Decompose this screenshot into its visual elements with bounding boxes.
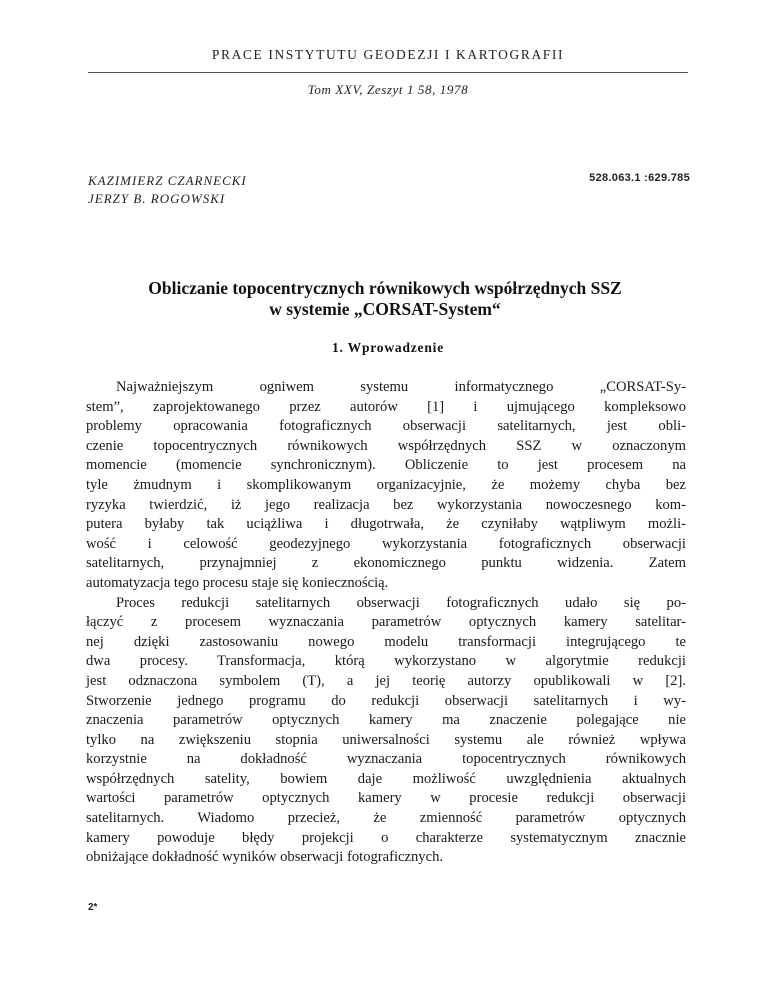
author-name: KAZIMIERZ CZARNECKI [88,173,247,188]
title-line: Obliczanie topocentrycznych równikowych współrzędnych SSZ [148,278,622,298]
paper-title [60,278,710,320]
journal-title: PRACE INSTYTUTU GEODEZJI I KARTOGRAFII [211,47,565,62]
text-line: satelitarnych. Wiadomo przecież, że zmienność parametrów optycznych [86,810,686,827]
text-line: Najważniejszym ogniwem systemu informatycznego „CORSAT-Sy- [116,379,686,395]
text-line: nej dzięki zastosowaniu nowego modelu transformacji integrującego te [86,633,686,650]
text-line: kamery powoduje błędy projekcji o charakterze systematycznym znacznie [86,829,686,846]
issue-line: Tom XXV, Zeszyt 1 58, 1978 [307,82,469,97]
text-line: Stworzenie jednego programu do redukcji obserwacji satelitarnych i wy- [86,692,686,709]
body-text [86,378,686,868]
text-line: wość i celowość geodezyjnego wykorzystania fotograficznych obserwacji [86,535,686,552]
text-line: Proces redukcji satelitarnych obserwacji fotograficznych udało się po- [116,594,686,611]
text-line: putera byłaby tak uciążliwa i długotrwała, że czyniłaby wątpliwym możli- [86,516,686,533]
text-line: automatyzacja tego procesu staje się koniecznością. [86,574,389,591]
text-line: momencie (momencie synchronicznym). Obliczenie to jest procesem na [86,457,686,474]
paragraph [86,594,686,868]
text-line: współrzędnych satelity, bowiem daje możliwość uwzględnienia aktualnych [86,770,686,787]
text-line: jest odznaczona symbolem (T), a jej teorię autorzy opublikowali w [2]. [86,672,686,689]
text-line: korzystnie na dokładność wyznaczania topocentrycznych równikowych [86,751,686,768]
text-line: problemy opracowania fotograficznych obserwacji satelitarnych, jest obli- [86,418,686,435]
text-line: obniżające dokładność wyników obserwacji fotograficznych. [86,849,444,866]
text-line: czenie topocentrycznych równikowych współrzędnych SSZ w oznaczonym [86,437,686,454]
text-line: dwa procesy. Transformacja, którą wykorzystano w algorytmie redukcji [86,653,686,670]
author-name: JERZY B. ROGOWSKI [88,191,226,206]
section-heading: 1. Wprowadzenie [331,340,444,355]
header-rule [88,72,688,73]
text-line: tyle żmudnym i skomplikowanym organizacyjnie, że możemy chyba bez [86,476,686,493]
text-line: ryzyka twierdzić, iż jego realizacja bez wykorzystania nowoczesnego kom- [86,496,686,513]
page-signature-mark: 2* [88,902,98,913]
text-line: satelitarnych, przynajmniej z ekonomicznego punktu widzenia. Zatem [86,555,686,572]
text-line: tylko na zwiększeniu stopnia uniwersalności systemu ale również wpływa [86,731,686,748]
text-line: wartości parametrów optycznych kamery w procesie redukcji obserwacji [86,790,686,807]
text-line: łączyć z procesem wyznaczania parametrów optycznych kamery satelitar- [86,614,686,631]
udc-code: 528.063.1 :629.785 [589,172,690,184]
paragraph [86,378,686,594]
text-line: stem”, zaprojektowanego przez autorów [1] i ujmującego kompleksowo [86,398,686,415]
author-list [88,172,247,208]
title-line: w systemie „CORSAT-System“ [269,299,501,319]
text-line: znaczenia parametrów optycznych kamery ma znaczenie polegające nie [86,712,686,729]
